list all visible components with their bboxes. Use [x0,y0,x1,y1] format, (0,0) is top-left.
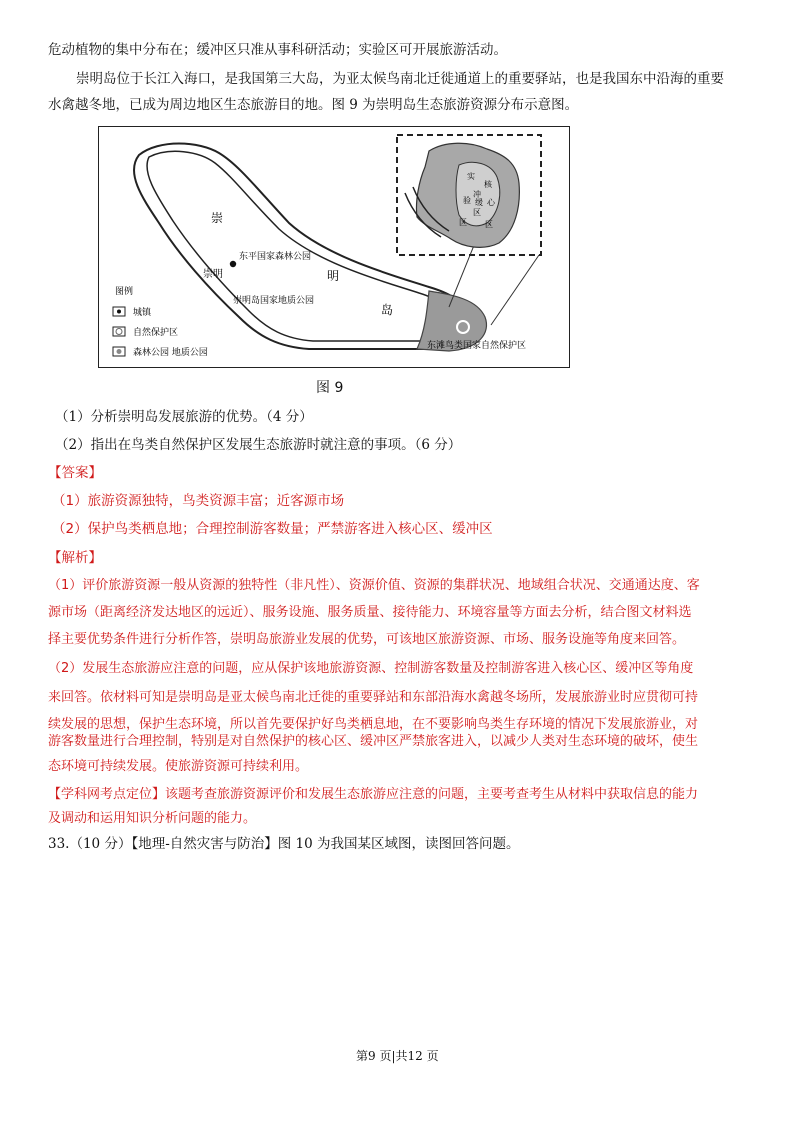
answer-2: （2）保护鸟类栖息地；合理控制游客数量；严禁游客进入核心区、缓冲区 [52,521,493,537]
question-33: 33.（10 分）【地理-自然灾害与防治】图 10 为我国某区域图，读图回答问题。 [48,836,520,852]
svg-text:核: 核 [484,180,492,189]
kaodian-line-2: 及调动和运用知识分析问题的能力。 [48,811,257,826]
answer-title: 【答案】 [48,465,102,481]
question-2: （2）指出在鸟类自然保护区发展生态旅游时就注意的事项。（6 分） [55,437,462,453]
analysis-line-3: 择主要优势条件进行分析作答，崇明岛旅游业发展的优势，可该地区旅游资源、市场、服务设施等角度来回答。 [48,632,686,647]
page-footer: 第9 页|共12 页 [356,1049,439,1063]
svg-text:心: 心 [487,198,495,207]
answer-1: （1）旅游资源独特，鸟类资源丰富；近客源市场 [52,493,345,509]
map-label-town: 崇明 [203,269,223,280]
intro-line-end: 危动植物的集中分布在；缓冲区只准从事科研活动；实验区可开展旅游活动。 [48,42,507,58]
chongming-map-svg [99,127,569,367]
figure-caption: 图 9 [316,380,344,396]
chongming-map-figure [98,126,570,368]
chongming-para-line-2: 水禽越冬地，已成为周边地区生态旅游目的地。图 9 为崇明岛生态旅游资源分布示意图。 [48,97,579,113]
legend-park: 森林公园 地质公园 [133,348,208,358]
analysis-line-1: （1）评价旅游资源一般从资源的独特性（非凡性）、资源价值、资源的集群状况、地域组合状况、交通通达度、客 [48,578,700,593]
analysis-line-6: 续发展的思想，保护生态环境，所以首先要保护好鸟类栖息地，在不要影响鸟类生存环境的情况下发展旅游业，对 [48,717,699,732]
legend-town: 城镇 [133,308,152,318]
chongming-para-line-1: 崇明岛位于长江入海口，是我国第三大岛，为亚太候鸟南北迁徙通道上的重要驿站，也是我国东中沿海的重要 [76,71,724,87]
map-label-ming: 明 [327,269,340,283]
svg-text:区: 区 [485,220,493,229]
analysis-line-7: 游客数量进行合理控制，特别是对自然保护的核心区、缓冲区严禁旅客进入，以减少人类对生态环境的破坏，使生 [48,734,699,749]
legend-title: 图例 [115,287,134,297]
map-label-chong: 崇 [211,211,224,225]
analysis-line-5: 来回答。依材料可知是崇明岛是亚太候鸟南北迁徙的重要驿站和东部沿海水禽越冬场所，发展旅游业时应贯彻可持 [48,690,699,705]
svg-text:实: 实 [467,172,475,181]
map-label-dongping-park: 东平国家森林公园 [239,252,312,262]
analysis-title: 【解析】 [48,550,102,566]
analysis-line-2: 源市场（距离经济发达地区的远近）、服务设施、服务质量、接待能力、环境容量等方面去分析，结合图文材料选 [48,605,692,620]
svg-text:验: 验 [463,196,471,205]
analysis-line-4: （2）发展生态旅游应注意的问题，应从保护该地旅游资源、控制游客数量及控制游客进入核心区、缓冲区等角度 [48,661,694,676]
town-marker [230,261,236,267]
svg-text:区: 区 [473,208,481,217]
kaodian-line-1: 【学科网考点定位】该题考查旅游资源评价和发展生态旅游应注意的问题，主要考查考生从材料中获取信息的能力 [48,787,699,802]
analysis-line-8: 态环境可持续发展。使旅游资源可持续利用。 [48,759,309,774]
legend-reserve: 自然保护区 [133,328,179,338]
svg-text:冲: 冲 [473,190,481,199]
map-label-dao: 岛 [381,303,394,317]
svg-text:缓: 缓 [475,198,483,207]
map-label-dongtan-reserve: 东滩鸟类国家自然保护区 [427,341,527,351]
svg-text:区: 区 [459,218,467,227]
question-1: （1）分析崇明岛发展旅游的优势。（4 分） [55,409,313,425]
map-label-geopark: 崇明岛国家地质公园 [233,296,315,306]
